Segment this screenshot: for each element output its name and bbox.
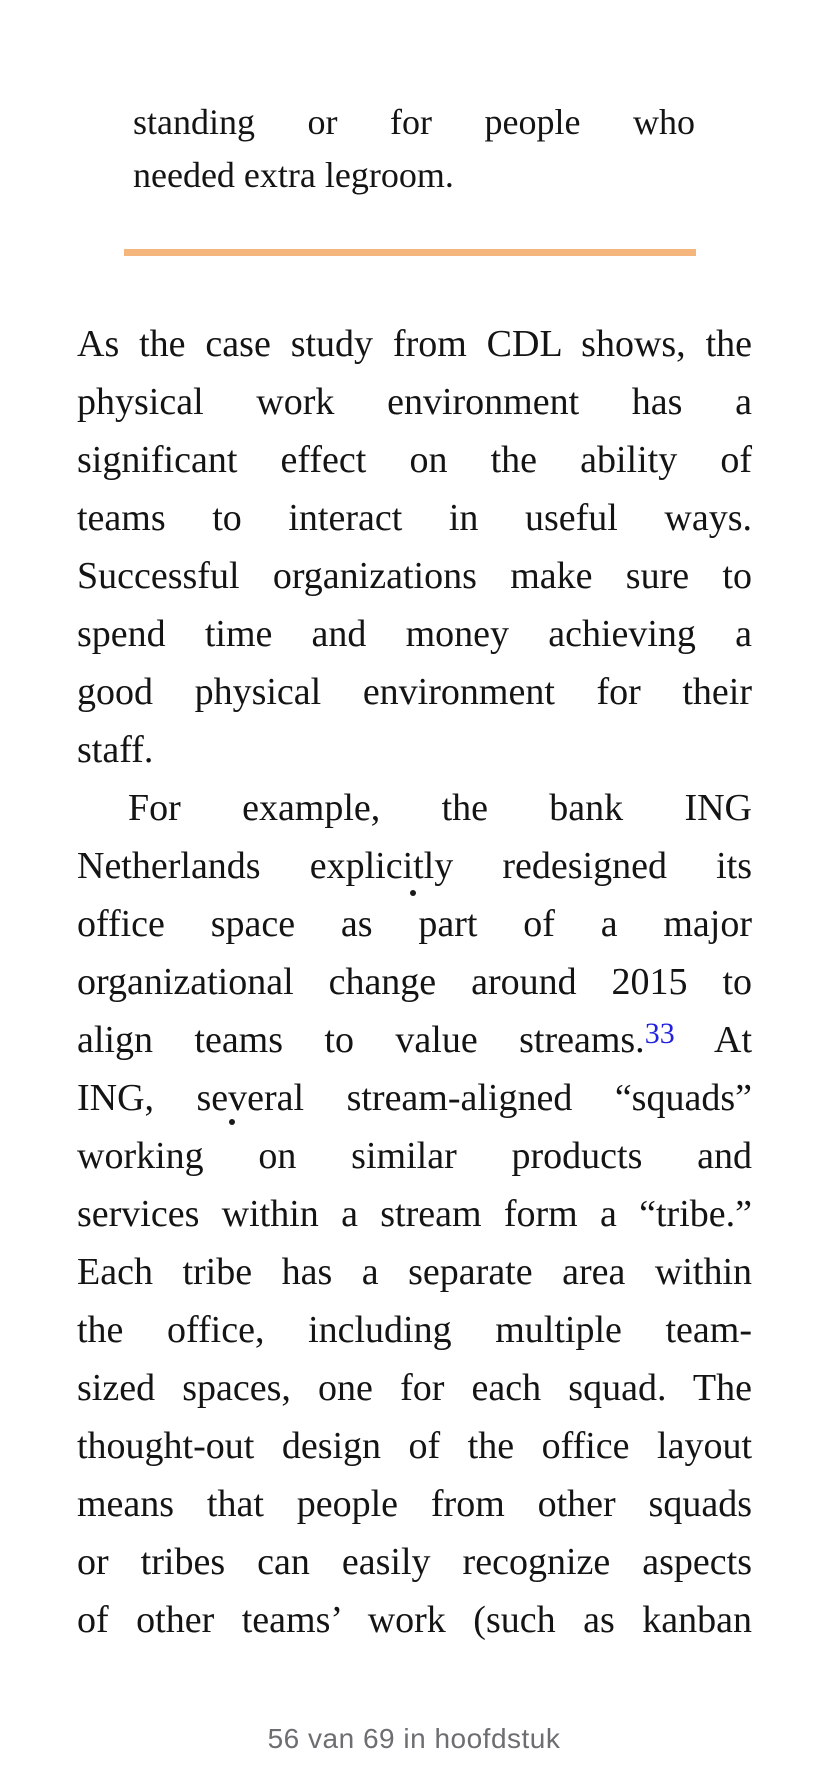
footnote-line-after: At [714,1019,753,1061]
text-line: means that people from other squads [77,1483,752,1525]
paragraph [77,779,752,1649]
text-line: or tribes can easily recognize aspects [77,1541,752,1583]
text-line: Netherlands explicitly redesigned its [77,845,752,887]
text-line: significant effect on the ability of [77,439,752,481]
page-progress-label: 56 van 69 in hoofdstuk [267,1723,561,1754]
text-line: the office, including multiple team- [77,1309,752,1351]
paragraph [77,315,752,779]
text-line: organizational change around 2015 to [77,961,752,1003]
text-line: staff. [77,729,154,771]
footnote-line-before: align teams to value streams. [77,1019,645,1061]
text-line: services within a stream form a “tribe.” [77,1193,752,1235]
text-line: physical work environment has a [77,381,752,423]
artifact-dot [229,1119,235,1125]
text-line: ING, several stream-aligned “squads” [77,1077,752,1119]
text-line: office space as part of a major [77,903,752,945]
text-line: For example, the bank ING [128,787,752,829]
article-text [77,315,752,1649]
text-line: sized spaces, one for each squad. The [77,1367,752,1409]
text-line: good physical environment for their [77,671,752,713]
artifact-dot [410,890,416,896]
text-line: teams to interact in useful ways. [77,497,752,539]
text-line: Each tribe has a separate area within [77,1251,752,1293]
text-line [77,1011,752,1069]
text-line: Successful organizations make sure to [77,555,752,597]
quote-line: needed extra legroom. [133,155,454,195]
text-line: working on similar products and [77,1135,752,1177]
section-divider [124,249,696,256]
pull-quote [133,96,695,202]
text-line: As the case study from CDL shows, the [77,323,752,365]
text-line: thought-out design of the office layout [77,1425,752,1467]
text-line: of other teams’ work (such as kanban [77,1599,752,1641]
quote-line: standing or for people who [133,102,695,142]
footnote-link[interactable]: 33 [644,1017,675,1050]
text-line: spend time and money achieving a [77,613,752,655]
